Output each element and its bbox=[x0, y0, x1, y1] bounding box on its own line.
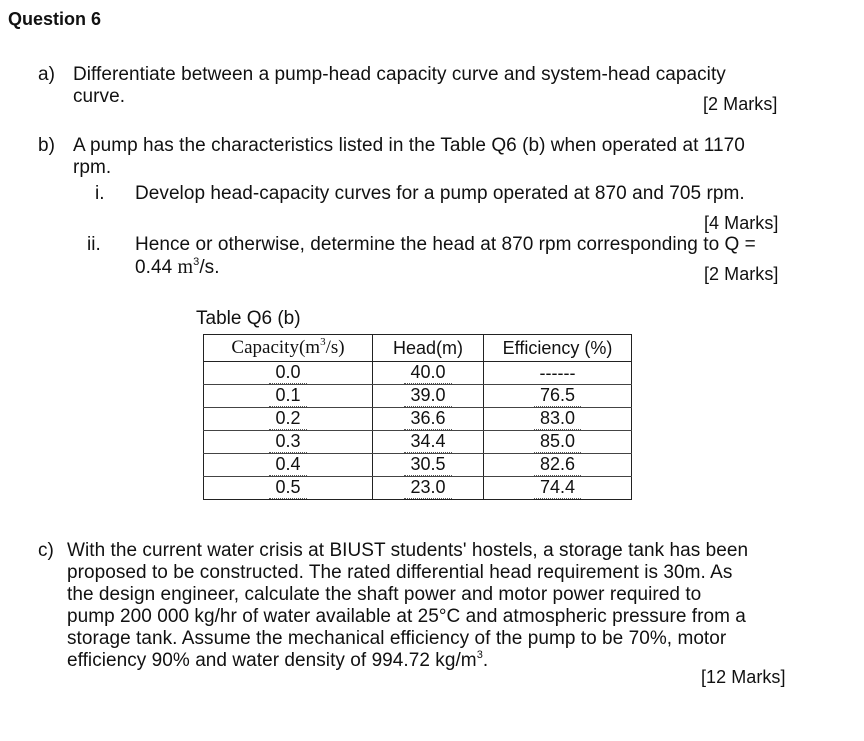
head-cell: 34.4 bbox=[373, 431, 484, 454]
table-row bbox=[204, 454, 632, 477]
part-b-label: b) bbox=[38, 135, 55, 156]
part-b-i-label: i. bbox=[95, 183, 105, 204]
capacity-cell: 0.5 bbox=[204, 477, 373, 500]
part-b-i-text: Develop head-capacity curves for a pump operated at 870 and 705 rpm. bbox=[135, 183, 745, 204]
part-c-line4: pump 200 000 kg/hr of water available at 25°C and atmospheric pressure from a bbox=[67, 606, 746, 627]
table-caption: Table Q6 (b) bbox=[196, 308, 301, 329]
head-cell: 39.0 bbox=[373, 385, 484, 408]
efficiency-header: Efficiency (%) bbox=[484, 335, 632, 362]
part-b-ii-tail: /s. bbox=[199, 257, 220, 278]
table-row bbox=[204, 385, 632, 408]
head-cell: 23.0 bbox=[373, 477, 484, 500]
part-b-ii-sup: 3 bbox=[193, 255, 200, 268]
table-row bbox=[204, 408, 632, 431]
table-q6b bbox=[203, 334, 632, 500]
efficiency-cell: 85.0 bbox=[484, 431, 632, 454]
part-c-line3: the design engineer, calculate the shaft power and motor power required to bbox=[67, 584, 702, 605]
part-b-line1: A pump has the characteristics listed in the Table Q6 (b) when operated at 1170 bbox=[73, 135, 745, 156]
part-c-line1: With the current water crisis at BIUST students' hostels, a storage tank has been bbox=[67, 540, 749, 561]
capacity-cell: 0.2 bbox=[204, 408, 373, 431]
efficiency-cell: 74.4 bbox=[484, 477, 632, 500]
part-b-line2: rpm. bbox=[73, 157, 112, 178]
part-c-label: c) bbox=[38, 540, 54, 561]
capacity-cell: 0.3 bbox=[204, 431, 373, 454]
part-b-i-marks: [4 Marks] bbox=[704, 213, 779, 233]
part-c-line6-sup: 3 bbox=[476, 648, 483, 661]
table-row bbox=[204, 477, 632, 500]
head-cell: 30.5 bbox=[373, 454, 484, 477]
capacity-cell: 0.4 bbox=[204, 454, 373, 477]
part-b-ii-value: 0.44 bbox=[135, 257, 173, 278]
capacity-header: $Capacity(m^3/s)$ bbox=[204, 335, 373, 362]
part-a-line2: curve. bbox=[73, 86, 126, 107]
part-b-ii-label: ii. bbox=[87, 234, 101, 255]
part-c-marks: [12 Marks] bbox=[701, 667, 786, 687]
table-header-row bbox=[204, 335, 632, 362]
part-a-label: a) bbox=[38, 64, 55, 85]
capacity-cell: 0.0 bbox=[204, 362, 373, 385]
part-c-line6-prefix: efficiency 90% and water density of 994.72 kg/m bbox=[67, 650, 477, 671]
head-cell: 40.0 bbox=[373, 362, 484, 385]
part-c-line6-tail: . bbox=[482, 650, 489, 671]
part-b-ii-marks: [2 Marks] bbox=[704, 264, 779, 284]
efficiency-cell: 82.6 bbox=[484, 454, 632, 477]
question-title: Question 6 bbox=[8, 9, 102, 29]
part-b-ii-line1: Hence or otherwise, determine the head at 870 rpm corresponding to Q = bbox=[135, 234, 756, 255]
efficiency-cell: 83.0 bbox=[484, 408, 632, 431]
table-row bbox=[204, 431, 632, 454]
capacity-cell: 0.1 bbox=[204, 385, 373, 408]
table-row bbox=[204, 362, 632, 385]
part-b-ii-line2 bbox=[135, 256, 220, 279]
part-b-ii-unit: m bbox=[177, 256, 194, 278]
part-a-marks: [2 Marks] bbox=[703, 94, 778, 114]
efficiency-cell: ------ bbox=[484, 362, 632, 385]
head-header: Head(m) bbox=[373, 335, 484, 362]
part-c-line5: storage tank. Assume the mechanical efficiency of the pump to be 70%, motor bbox=[67, 628, 727, 649]
efficiency-cell: 76.5 bbox=[484, 385, 632, 408]
head-cell: 36.6 bbox=[373, 408, 484, 431]
part-c-line6 bbox=[67, 650, 488, 672]
part-a-line1: Differentiate between a pump-head capacity curve and system-head capacity bbox=[73, 64, 726, 85]
part-c-line2: proposed to be constructed. The rated differential head requirement is 30m. As bbox=[67, 562, 733, 583]
